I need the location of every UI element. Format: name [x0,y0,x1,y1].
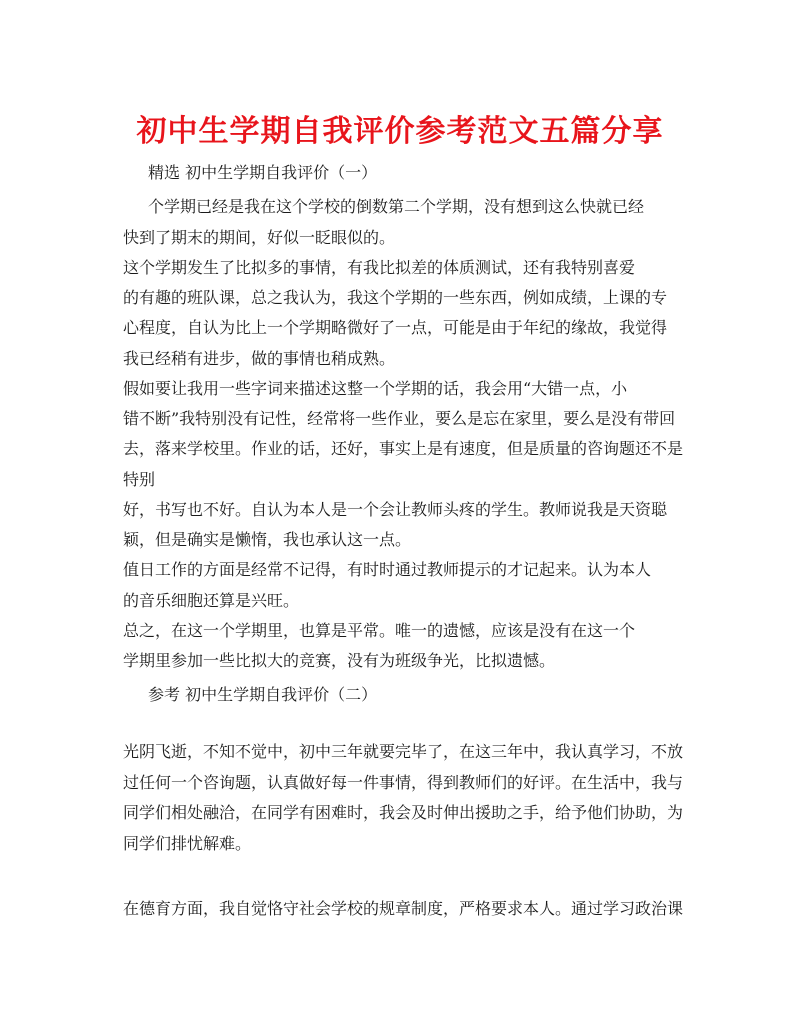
paragraph-line: 在德育方面，我自觉恪守社会学校的规章制度，严格要求本人。通过学习政治课 [123,899,684,918]
paragraph-line: 错不断”我特别没有记性，经常将一些作业，要么是忘在家里，要么是没有带回 [123,409,676,428]
paragraph-line: 我已经稍有进步，做的事情也稍成熟。 [123,349,396,368]
paragraph-line: 去，落来学校里。作业的话，还好，事实上是有速度，但是质量的咨询题还不是 [123,439,684,458]
paragraph-line: 同学们排忧解难。 [123,834,252,853]
paragraph-line: 心程度，自认为比上一个学期略微好了一点，可能是由于年纪的缘故，我觉得 [123,318,668,337]
paragraph-line: 光阴飞逝，不知不觉中，初中三年就要完毕了，在这三年中，我认真学习，不放 [123,742,684,761]
paragraph-line: 特别 [123,470,156,489]
paragraph-line: 的有趣的班队课，总之我认为，我这个学期的一些东西，例如成绩，上课的专 [123,288,668,307]
paragraph-line: 学期里参加一些比拟大的竞赛，没有为班级争光，比拟遗憾。 [123,651,556,670]
paragraph-line: 颖，但是确实是懒惰，我也承认这一点。 [123,530,412,549]
paragraph-line: 的音乐细胞还算是兴旺。 [123,591,300,610]
paragraph-line: 快到了期末的期间，好似一眨眼似的。 [123,228,396,247]
paragraph-line: 过任何一个咨询题，认真做好每一件事情，得到教师们的好评。在生活中，我与 [123,773,684,792]
paragraph-line: 值日工作的方面是经常不记得，有时时通过教师提示的才记起来。认为本人 [123,560,652,579]
paragraph-line: 总之，在这一个学期里，也算是平常。唯一的遗憾，应该是没有在这一个 [123,621,636,640]
section-heading-1: 精选 初中生学期自我评价（一） [148,163,378,182]
paragraph-line: 个学期已经是我在这个学校的倒数第二个学期，没有想到这么快就已经 [148,197,645,216]
paragraph-line: 同学们相处融洽，在同学有困难时，我会及时伸出援助之手，给予他们协助，为 [123,803,684,822]
paragraph-line: 好，书写也不好。自认为本人是一个会让教师头疼的学生。教师说我是天资聪 [123,500,668,519]
document-title: 初中生学期自我评价参考范文五篇分享 [136,114,664,149]
section-heading-2: 参考 初中生学期自我评价（二） [148,685,378,704]
paragraph-line: 这个学期发生了比拟多的事情，有我比拟差的体质测试，还有我特别喜爱 [123,258,636,277]
paragraph-line: 假如要让我用一些字词来描述这整一个学期的话，我会用“大错一点，小 [123,379,628,398]
